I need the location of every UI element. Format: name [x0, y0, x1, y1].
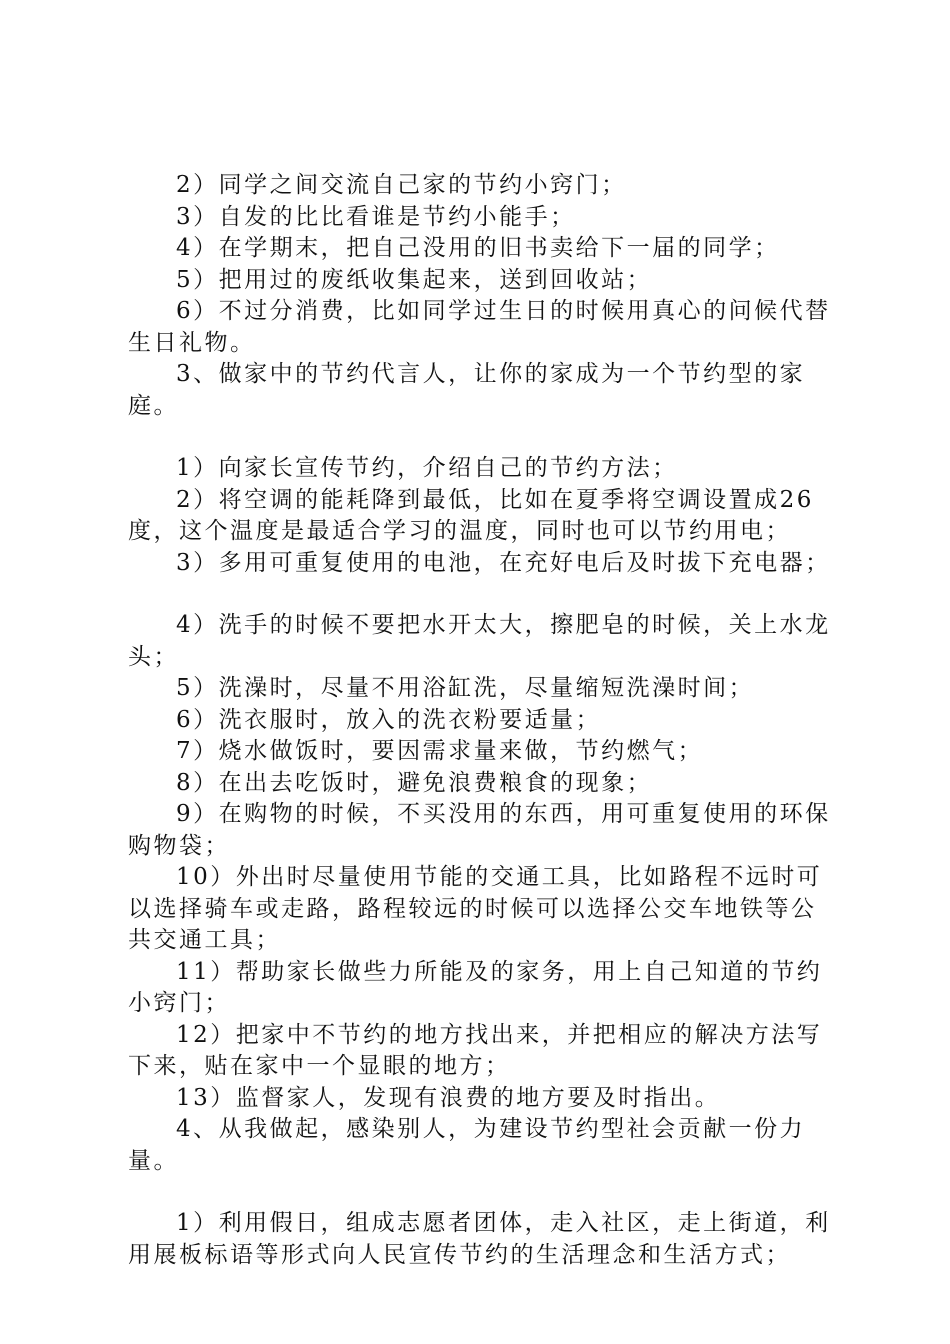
paragraph: 1）利用假日，组成志愿者团体，走入社区，走上街道，利用展板标语等形式向人民宣传节约的生活理念和生活方式； — [128, 1210, 831, 1268]
paragraph: 6）不过分消费，比如同学过生日的时候用真心的问候代替生日礼物。 — [128, 298, 831, 356]
paragraph: 6）洗衣服时，放入的洗衣粉要适量； — [176, 706, 602, 733]
section-heading: 4、从我做起，感染别人，为建设节约型社会贡献一份力量。 — [128, 1116, 806, 1174]
paragraph: 4）在学期末，把自己没用的旧书卖给下一届的同学； — [176, 235, 780, 261]
section-heading: 3、做家中的节约代言人，让你的家成为一个节约型的家庭。 — [128, 361, 806, 419]
paragraph: 10）外出时尽量使用节能的交通工具，比如路程不远时可以选择骑车或走路，路程较远的时候可以选择公交车地铁等公共交通工具； — [128, 864, 823, 953]
paragraph: 3）多用可重复使用的电池，在充好电后及时拔下充电器； — [176, 549, 831, 576]
paragraph: 1）向家长宣传节约，介绍自己的节约方法； — [176, 455, 678, 481]
paragraph: 9）在购物的时候，不买没用的东西，用可重复使用的环保购物袋； — [128, 801, 831, 859]
paragraph: 12）把家中不节约的地方找出来，并把相应的解决方法写下来，贴在家中一个显眼的地方； — [128, 1021, 823, 1079]
paragraph: 5）把用过的废纸收集起来，送到回收站； — [176, 266, 653, 293]
paragraph: 5）洗澡时，尽量不用浴缸洗，尽量缩短洗澡时间； — [176, 675, 755, 701]
paragraph: 4）洗手的时候不要把水开太大，擦肥皂的时候，关上水龙头； — [128, 612, 831, 670]
paragraph: 7）烧水做饭时，要因需求量来做，节约燃气； — [176, 738, 704, 764]
paragraph: 3）自发的比比看谁是节约小能手； — [176, 203, 576, 230]
paragraph: 2）将空调的能耗降到最低，比如在夏季将空调设置成26度，这个温度是最适合学习的温度，同时也可以节约用电； — [128, 486, 814, 544]
paragraph: 2）同学之间交流自己家的节约小窍门； — [176, 172, 627, 198]
paragraph: 11）帮助家长做些力所能及的家务，用上自己知道的节约小窍门； — [128, 958, 823, 1016]
paragraph: 13）监督家人，发现有浪费的地方要及时指出。 — [176, 1084, 721, 1111]
paragraph: 8）在出去吃饭时，避免浪费粮食的现象； — [176, 769, 653, 796]
document-body — [128, 170, 840, 1271]
